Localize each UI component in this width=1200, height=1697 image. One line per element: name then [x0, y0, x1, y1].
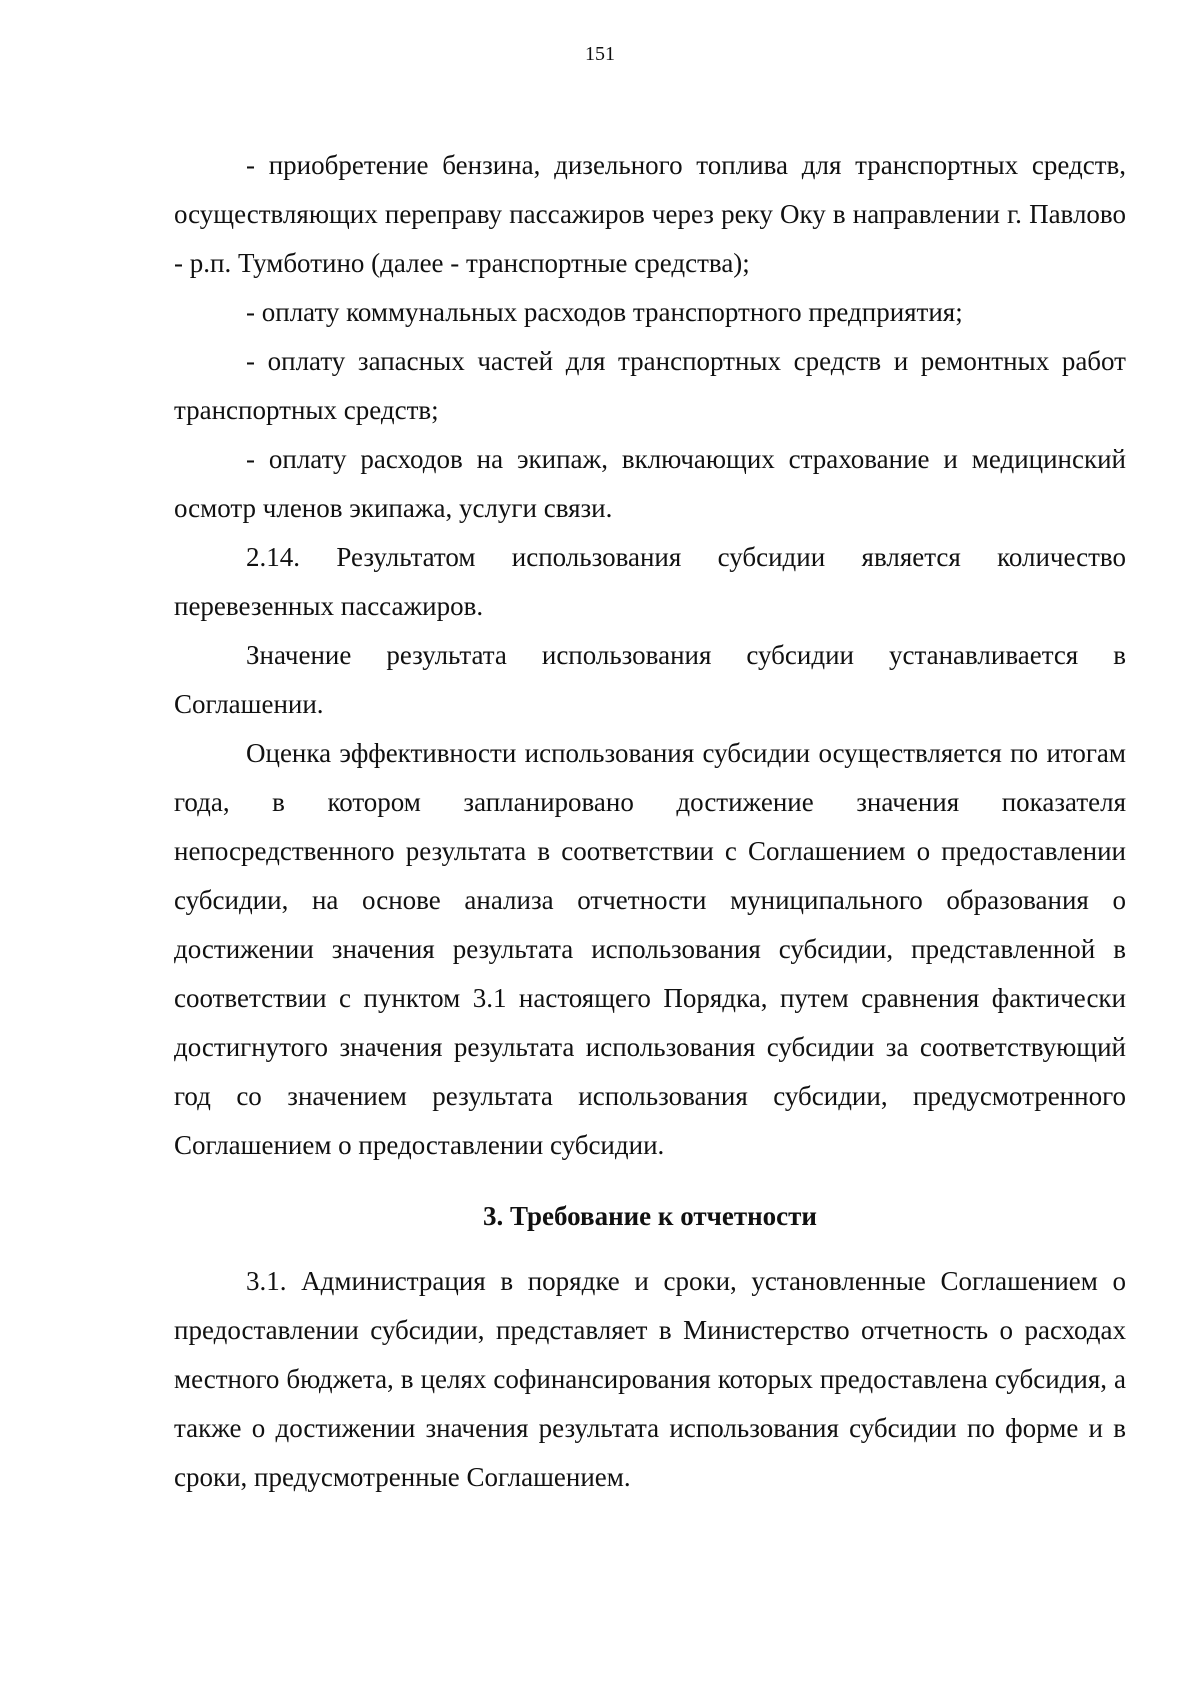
paragraph-utility-payment: - оплату коммунальных расходов транспортного предприятия;	[246, 297, 963, 327]
paragraph-result-value: Значение результата использования субсидии устанавливается в Соглашении.	[174, 640, 1126, 719]
document-body	[174, 141, 1126, 1502]
paragraph-crew-expenses: - оплату расходов на экипаж, включающих страхование и медицинский осмотр членов экипажа, услуги связи.	[174, 444, 1126, 523]
paragraph-fuel-purchase: - приобретение бензина, дизельного топлива для транспортных средств, осуществляющих переправу пассажиров через реку Оку в направлении г. Павлово - р.п. Тумботино (далее - транспортные средства);	[174, 150, 1126, 278]
paragraph-3-1: 3.1. Администрация в порядке и сроки, установленные Соглашением о предоставлении субсидии, представляет в Министерство отчетность о расходах местного бюджета, в целях софинансирования которых предоставлена субсидия, а также о достижении значения результата использования субсидии по форме и в сроки, предусмотренные Соглашением.	[174, 1266, 1126, 1492]
page-number: 151	[585, 43, 615, 65]
paragraph-spare-parts: - оплату запасных частей для транспортных средств и ремонтных работ транспортных средств;	[174, 346, 1126, 425]
section-heading: 3. Требование к отчетности	[483, 1201, 817, 1231]
paragraph-2-14: 2.14. Результатом использования субсидии является количество перевезенных пассажиров.	[174, 542, 1126, 621]
paragraph-efficiency-evaluation: Оценка эффективности использования субсидии осуществляется по итогам года, в котором запланировано достижение значения показателя непосредственного результата в соответствии с Соглашением о предоставлении субсидии, на основе анализа отчетности муниципального образования о достижении значения результата использования субсидии, представленной в соответствии с пунктом 3.1 настоящего Порядка, путем сравнения фактически достигнутого значения результата использования субсидии за соответствующий год со значением результата использования субсидии, предусмотренного Соглашением о предоставлении субсидии.	[174, 738, 1126, 1160]
